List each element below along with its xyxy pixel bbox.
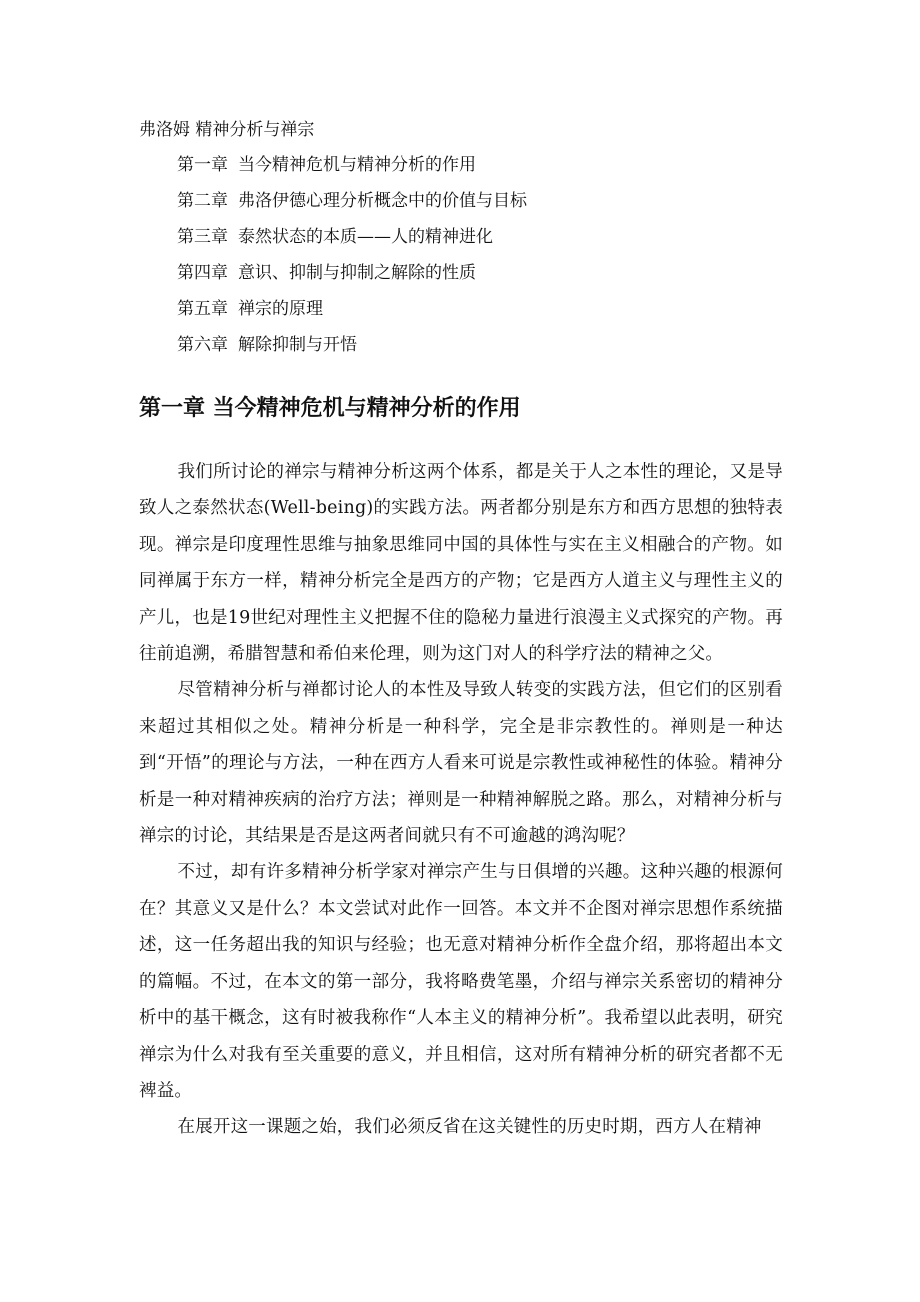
toc-item[interactable] xyxy=(177,331,527,367)
body-paragraph: 不过，却有许多精神分析学家对禅宗产生与日俱增的兴趣。这种兴趣的根源何在？其意义又是什么？本文尝试对此作一回答。本文并不企图对禅宗思想作系统描述，这一任务超出我的知识与经验；也无意对精神分析作全盘介绍，那将超出本文的篇幅。不过，在本文的第一部分，我将略费笔墨，介绍与禅宗关系密切的精神分析中的基干概念，这有时被我称作“人本主义的精神分析”。我希望以此表明，研究禅宗为什么对我有至关重要的意义，并且相信，这对所有精神分析的研究者都不无裨益。 xyxy=(139,862,783,1101)
toc-chapter-number: 第五章 xyxy=(177,299,228,319)
chapter-body xyxy=(139,454,783,1146)
toc-chapter-number: 第四章 xyxy=(177,263,228,283)
toc-item[interactable] xyxy=(177,151,527,187)
body-paragraph: 我们所讨论的禅宗与精神分析这两个体系，都是关于人之本性的理论，又是导致人之泰然状态(Well-being)的实践方法。两者都分别是东方和西方思想的独特表现。禅宗是印度理性思维与抽象思维同中国的具体性与实在主义相融合的产物。如同禅属于东方一样，精神分析完全是西方的产物；它是西方人道主义与理性主义的产儿，也是19世纪对理性主义把握不住的隐秘力量进行浪漫主义式探究的产物。再往前追溯，希腊智慧和希伯来伦理，则为这门对人的科学疗法的精神之父。 xyxy=(139,462,783,665)
toc-chapter-title: 禅宗的原理 xyxy=(238,299,323,319)
toc-chapter-title: 当今精神危机与精神分析的作用 xyxy=(238,155,476,175)
book-title: 弗洛姆 精神分析与禅宗 xyxy=(139,120,315,140)
toc-chapter-number: 第一章 xyxy=(177,155,228,175)
toc-item[interactable] xyxy=(177,223,527,259)
toc-chapter-number: 第六章 xyxy=(177,335,228,355)
toc-chapter-title: 解除抑制与开悟 xyxy=(238,335,357,355)
toc-chapter-title: 泰然状态的本质——人的精神进化 xyxy=(238,227,493,247)
body-paragraph: 尽管精神分析与禅都讨论人的本性及导致人转变的实践方法，但它们的区别看来超过其相似之处。精神分析是一种科学，完全是非宗教性的。禅则是一种达到“开悟”的理论与方法，一种在西方人看来可说是宗教性或神秘性的体验。精神分析是一种对精神疾病的治疗方法；禅则是一种精神解脱之路。那么，对精神分析与禅宗的讨论，其结果是否是这两者间就只有不可逾越的鸿沟呢？ xyxy=(139,680,783,847)
toc-chapter-number: 第三章 xyxy=(177,227,228,247)
toc-chapter-title: 弗洛伊德心理分析概念中的价值与目标 xyxy=(238,191,527,211)
toc-item[interactable] xyxy=(177,187,527,223)
body-paragraph: 在展开这一课题之始，我们必须反省在这关键性的历史时期，西方人在精神 xyxy=(177,1117,762,1138)
toc-chapter-title: 意识、抑制与抑制之解除的性质 xyxy=(238,263,476,283)
table-of-contents xyxy=(177,151,527,367)
toc-chapter-number: 第二章 xyxy=(177,191,228,211)
chapter-heading: 第一章 当今精神危机与精神分析的作用 xyxy=(139,396,521,421)
toc-item[interactable] xyxy=(177,259,527,295)
toc-item[interactable] xyxy=(177,295,527,331)
